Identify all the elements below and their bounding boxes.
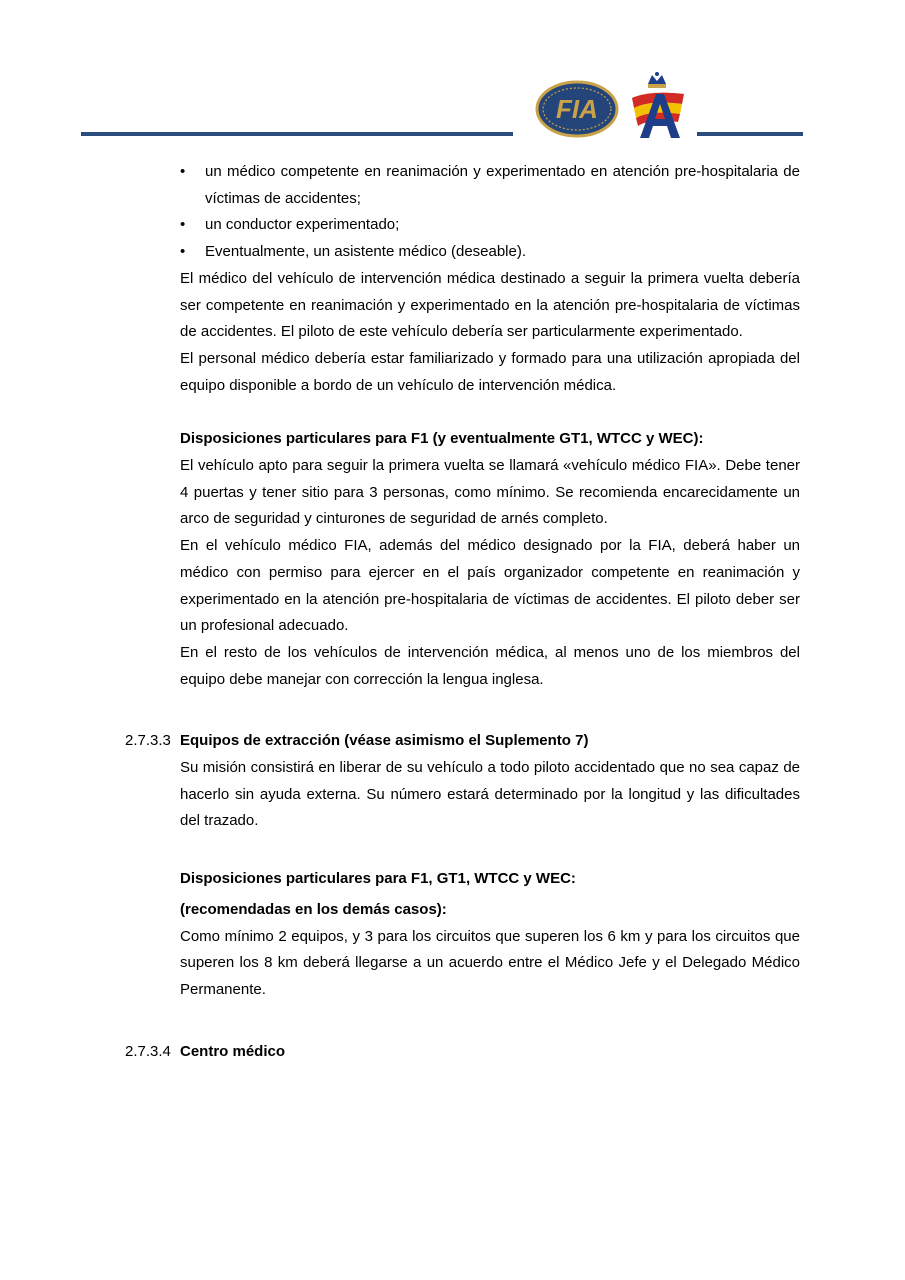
fia-logo-text: FIA: [556, 94, 598, 124]
fia-logo: [535, 80, 619, 138]
paragraph: El personal médico debería estar familiarizado y formado para una utilización apropiada del equipo disponible a bordo de un vehículo de intervención médica.: [180, 349, 800, 394]
section-title: Centro médico: [180, 1042, 286, 1060]
subheading: (recomendadas en los demás casos):: [180, 900, 447, 918]
paragraph: El vehículo apto para seguir la primera vuelta se llamará «vehículo médico FIA». Debe tener 4 puertas y tener sitio para 3 personas, como mínimo. Se recomienda encarecidamente un arco de seguridad y cinturones de seguridad de arnés completo.: [180, 457, 800, 528]
section-number: 2.7.3.3: [125, 732, 171, 750]
bullet-item: [180, 212, 800, 239]
paragraph: Como mínimo 2 equipos, y 3 para los circuitos que superen los 6 km y para los circuitos que superen los 8 km deberá llegarse a un acuerdo entre el Médico Jefe y el Delegado Médico Permanente.: [180, 927, 800, 998]
section-heading: [125, 728, 800, 755]
bullet-symbol: •: [180, 163, 186, 180]
section-number: 2.7.3.4: [125, 1042, 171, 1060]
header-rule-right: [697, 132, 803, 136]
section-title: Equipos de extracción (véase asimismo el Suplemento 7): [180, 732, 589, 750]
bullet-symbol: •: [180, 216, 186, 234]
subheading: Disposiciones particulares para F1, GT1, WTCC y WEC:: [180, 870, 576, 888]
bullet-item: [180, 239, 800, 266]
paragraph: En el vehículo médico FIA, además del médico designado por la FIA, deberá haber un médico con permiso para ejercer en el país organizador competente en reanimación y experimentado en la atención pre-hospitalaria de víctimas de accidentes. El piloto deber ser un profesional adecuado.: [180, 537, 800, 635]
paragraph: El médico del vehículo de intervención médica destinado a seguir la primera vuelta debería ser competente en reanimación y experimentado en la atención pre-hospitalaria de víctimas de accidentes. El piloto de este vehículo debería ser particularmente experimentado.: [180, 269, 800, 341]
header-rule-left: [81, 132, 513, 136]
section-heading: [125, 1039, 800, 1066]
subheading: Disposiciones particulares para F1 (y eventualmente GT1, WTCC y WEC):: [180, 430, 704, 448]
bullet-symbol: •: [180, 243, 186, 261]
bullet-text: un conductor experimentado;: [205, 216, 400, 234]
paragraph: En el resto de los vehículos de intervención médica, al menos uno de los miembros del equipo debe manejar con corrección la lengua inglesa.: [180, 643, 800, 688]
paragraph: Su misión consistirá en liberar de su vehículo a todo piloto accidentado que no sea capaz de hacerlo sin ayuda externa. Su número estará determinado por la longitud y las dificultades del trazado.: [180, 759, 800, 830]
rfea-logo: [626, 70, 688, 140]
bullet-text: Eventualmente, un asistente médico (deseable).: [205, 243, 527, 261]
document-body: [125, 159, 800, 1065]
bullet-text: un médico competente en reanimación y experimentado en atención pre-hospitalaria de víctimas de accidentes;: [205, 163, 800, 207]
bullet-item: [180, 159, 800, 212]
